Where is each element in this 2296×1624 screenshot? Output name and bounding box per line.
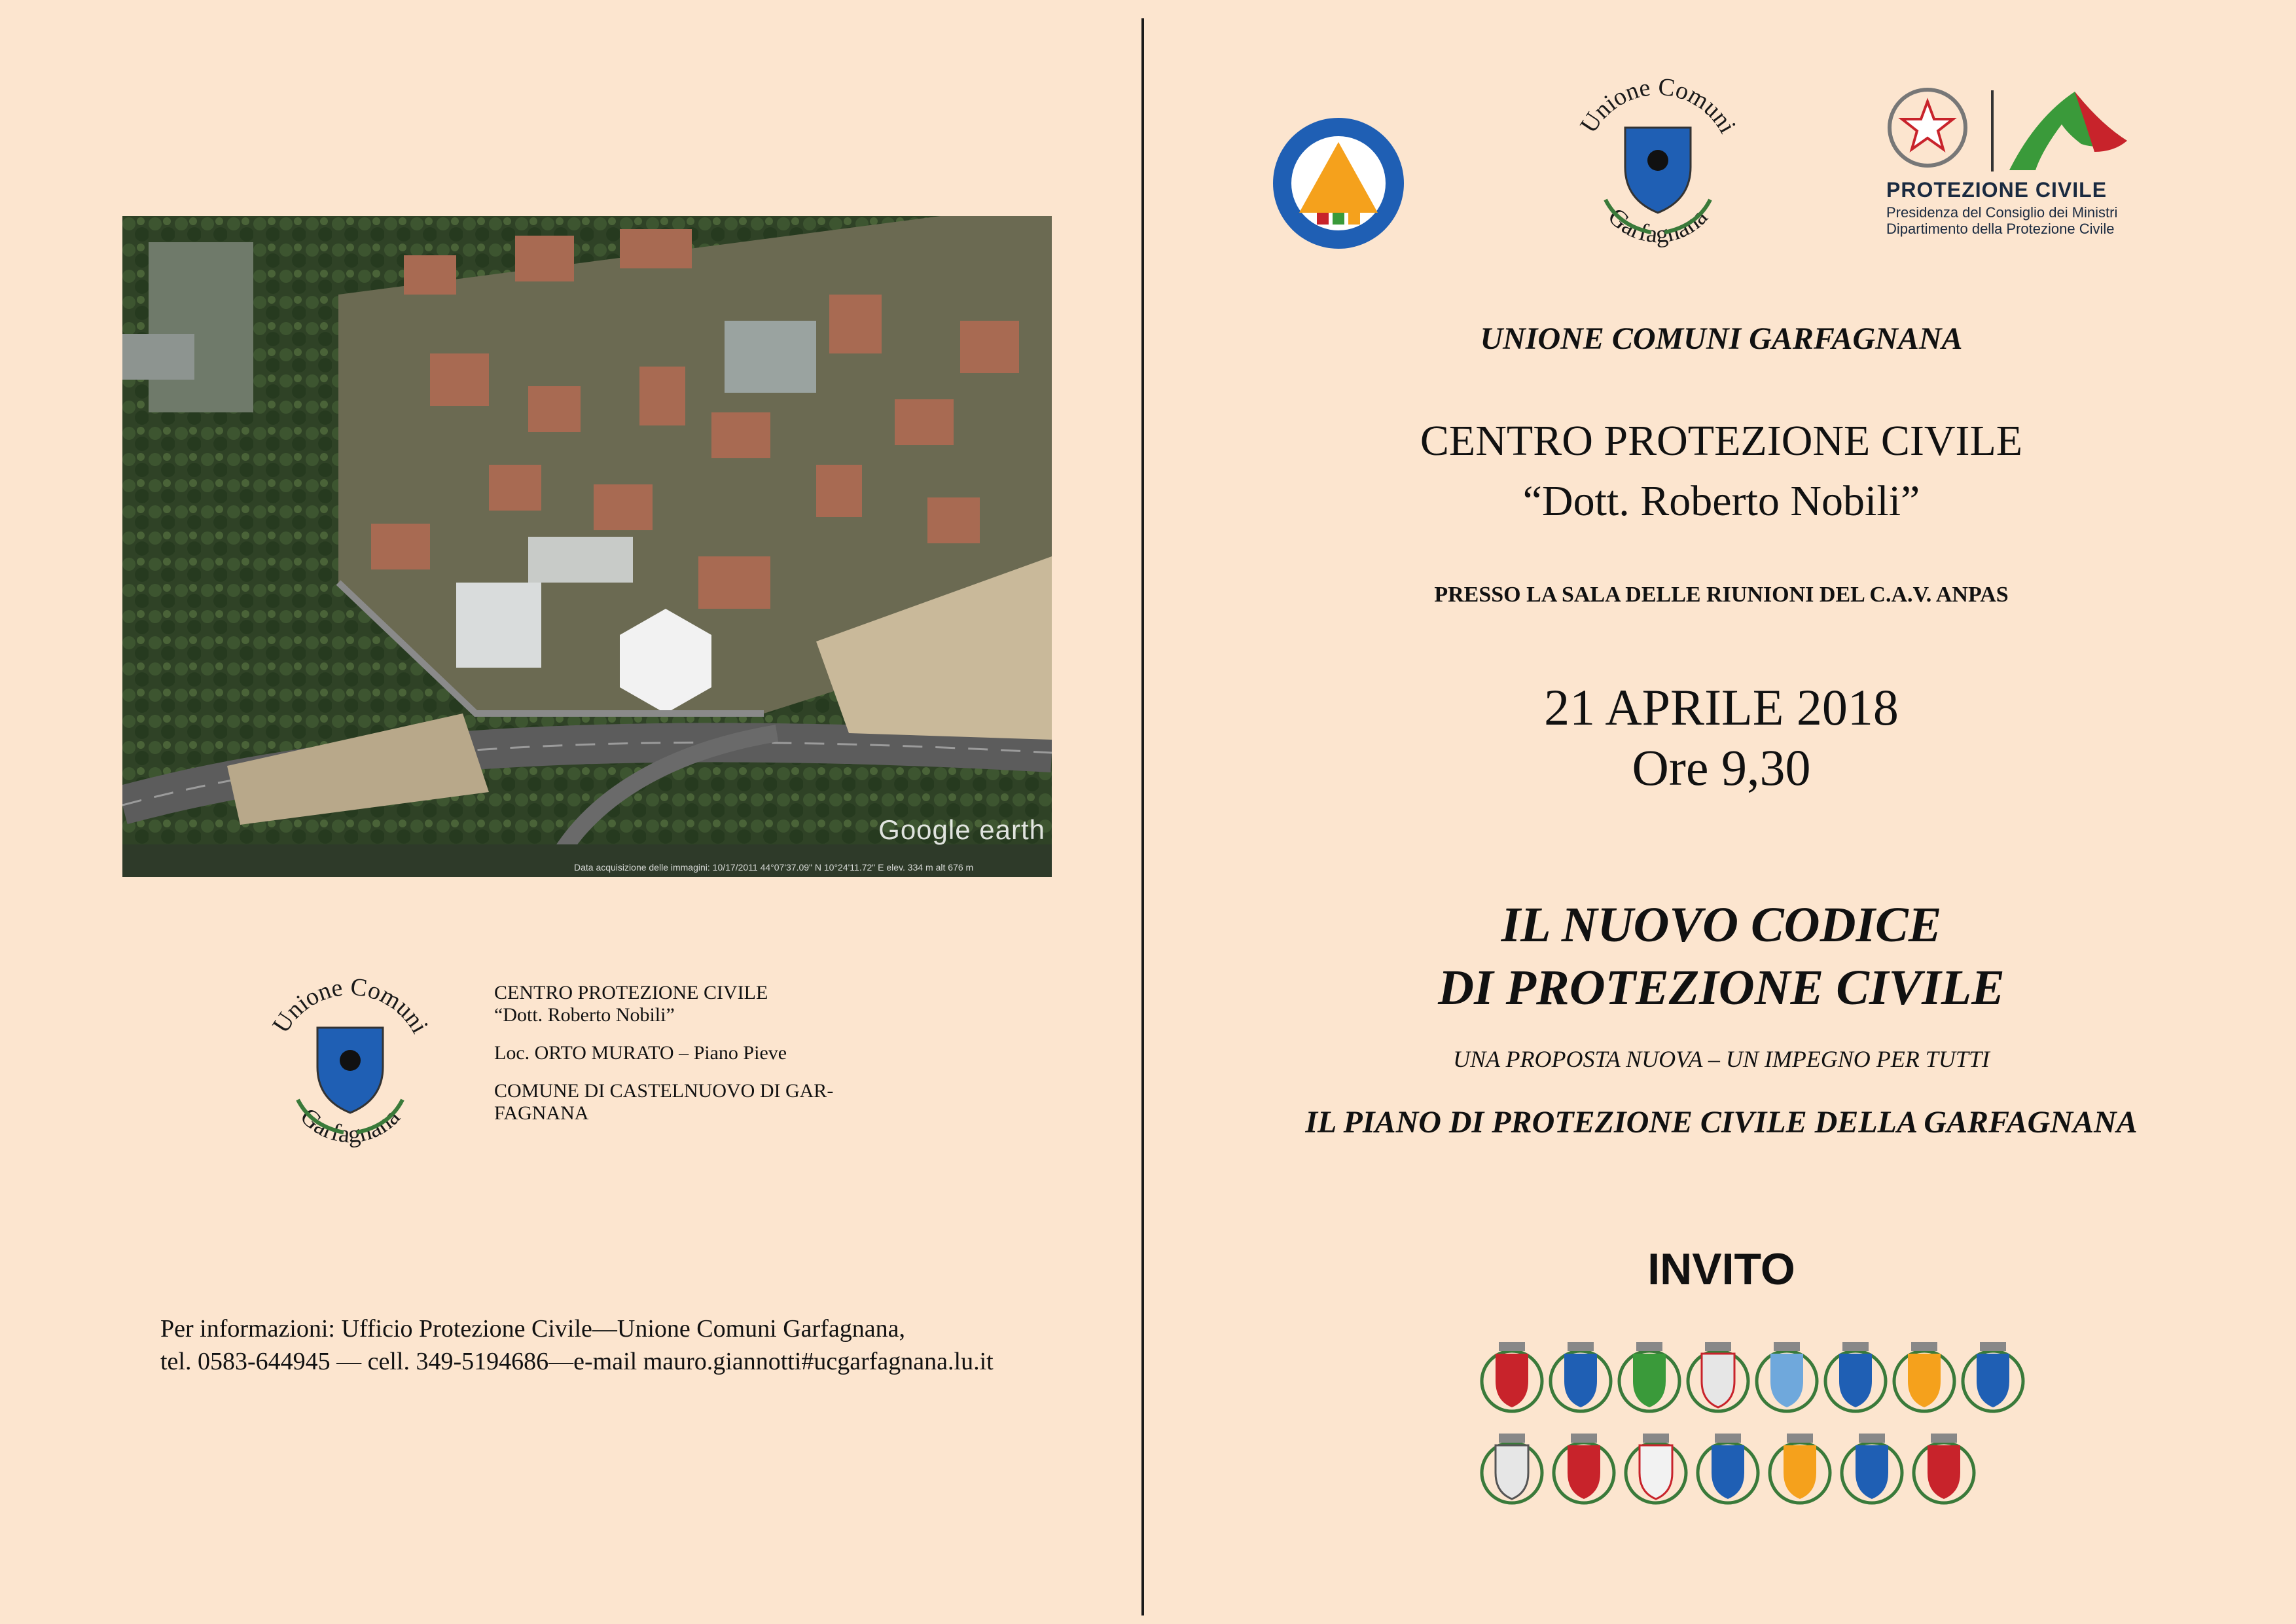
unione-comuni-logo (252, 969, 448, 1165)
address-line-4: COMUNE DI CASTELNUOVO DI GAR- (494, 1080, 834, 1102)
header-logo-top-text: Unione Comuni (1575, 73, 1742, 138)
centro-line-1: CENTRO PROTEZIONE CIVILE (1420, 417, 2023, 465)
protezione-civile-toscana-logo (1270, 115, 1407, 252)
aerial-photo (122, 216, 1052, 877)
event-title-line-2: DI PROTEZIONE CIVILE (1438, 960, 2005, 1015)
unione-comuni-logo-header (1560, 69, 1756, 265)
logo-top-text: Unione Comuni (267, 973, 434, 1038)
centro-name (1147, 411, 2296, 532)
address-line-5: FAGNANA (494, 1102, 589, 1124)
centro-line-2: “Dott. Roberto Nobili” (1522, 477, 1920, 525)
organizer: UNIONE COMUNI GARFAGNANA (1480, 321, 1963, 356)
venue: PRESSO LA SALA DELLE RIUNIONI DEL C.A.V. ANPAS (1434, 583, 2009, 607)
contact-line-1: Per informazioni: Ufficio Protezione Civile—Unione Comuni Garfagnana, (160, 1315, 905, 1343)
plan-title: IL PIANO DI PROTEZIONE CIVILE DELLA GARFAGNANA (1305, 1105, 2138, 1140)
contact-info (160, 1312, 1109, 1378)
google-earth-status-bar: Data acquisizione delle immagini: 10/17/2011 44°07'37.09" N 10°24'11.72" E elev. 334 m alt 676 m (574, 862, 974, 873)
event-datetime (1147, 677, 2296, 798)
event-title (1147, 893, 2296, 1019)
municipal-crests (1466, 1329, 2029, 1512)
event-date: 21 APRILE 2018 (1544, 679, 1899, 736)
event-title-line-1: IL NUOVO CODICE (1501, 897, 1942, 952)
event-subtitle: UNA PROPOSTA NUOVA – UN IMPEGNO PER TUTTI (1453, 1046, 1990, 1072)
address-line-1: CENTRO PROTEZIONE CIVILE (494, 982, 768, 1003)
national-logo-sub-2: Dipartimento della Protezione Civile (1886, 221, 2115, 237)
national-logo-sub-1: Presidenza del Consiglio dei Ministri (1886, 204, 2118, 221)
fold-divider (1141, 18, 1144, 1615)
crest-row-1 (1482, 1342, 2023, 1411)
logo-bottom-text: Garfagnana (295, 1102, 406, 1149)
national-logo-subtitle (1886, 204, 2161, 237)
invitation-heading: INVITO (1647, 1244, 1795, 1294)
contact-line-2: tel. 0583-644945 — cell. 349-5194686—e-mail mauro.giannotti#ucgarfagnana.lu.it (160, 1348, 994, 1375)
address-line-3: Loc. ORTO MURATO – Piano Pieve (494, 1042, 787, 1064)
national-logo-title: PROTEZIONE CIVILE (1886, 178, 2108, 202)
google-earth-watermark: Google earth (878, 814, 1045, 845)
event-time: Ore 9,30 (1632, 739, 1811, 796)
header-logo-bottom-text: Garfagnana (1602, 202, 1713, 249)
crest-row-2 (1482, 1434, 1974, 1503)
center-address-block (494, 982, 900, 1140)
address-line-2: “Dott. Roberto Nobili” (494, 1004, 675, 1026)
